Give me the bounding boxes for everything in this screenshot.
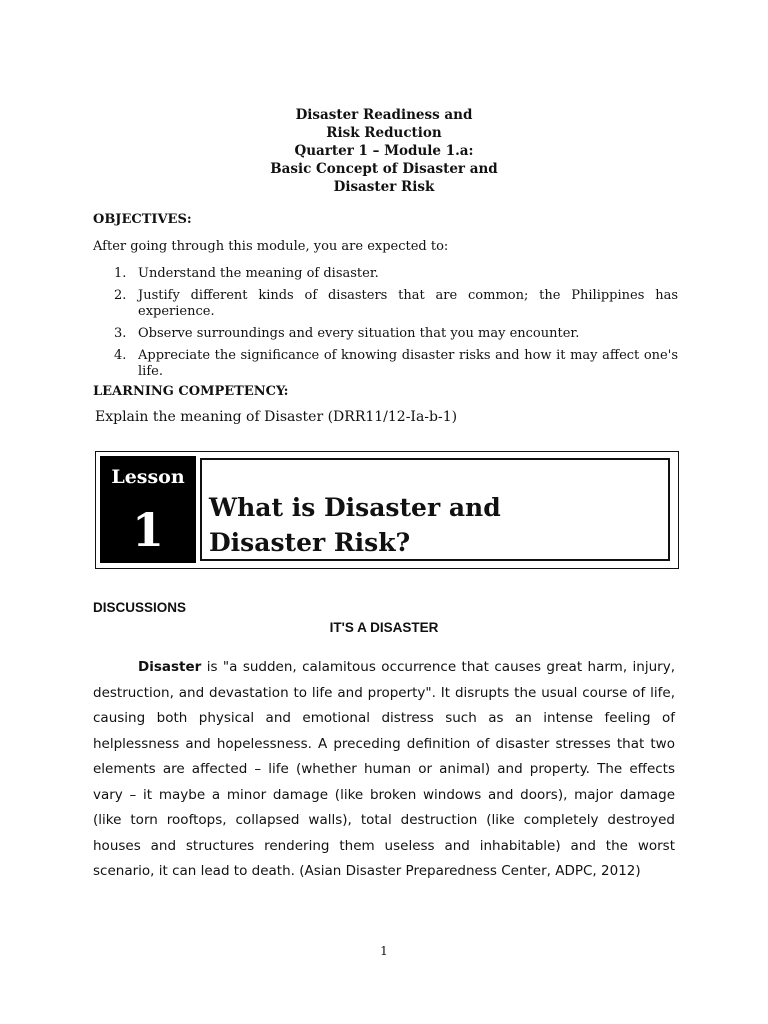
title-line: Risk Reduction [326, 125, 442, 141]
title-line: Disaster Risk [333, 179, 435, 195]
list-number: 1. [114, 266, 127, 281]
list-number: 3. [114, 326, 127, 341]
discussions-heading: DISCUSSIONS [93, 600, 187, 615]
lesson-number: 1 [131, 503, 164, 557]
title-line: Disaster Readiness and [295, 107, 473, 123]
lesson-badge [100, 456, 196, 563]
lesson-label: Lesson [111, 466, 185, 488]
competency-heading: LEARNING COMPETENCY: [93, 384, 289, 399]
list-text: Understand the meaning of disaster. [138, 266, 379, 281]
list-number: 4. [114, 348, 127, 363]
lesson-title-line: Disaster Risk? [209, 528, 411, 557]
list-number: 2. [114, 288, 127, 303]
list-item [110, 288, 678, 320]
list-text: Appreciate the significance of knowing disaster risks and how it may affect one's life. [138, 348, 678, 379]
discussion-subheading: IT'S A DISASTER [329, 620, 439, 635]
defined-term: Disaster [138, 659, 202, 675]
objectives-heading: OBJECTIVES: [93, 212, 192, 227]
lesson-title [209, 490, 501, 560]
list-text: Justify different kinds of disasters that are common; the Philippines has experience. [138, 288, 678, 319]
page-number: 1 [380, 944, 388, 958]
list-item [110, 266, 678, 282]
paragraph-text: is "a sudden, calamitous occurrence that causes great harm, injury, destruction, and devastation to life and property". It disrupts the usual course of life, causing both physical and emotional distress such as an intense feeling of helplessness and hopelessness. A preceding definition of disaster stresses that two elements are affected – life (whether human or animal) and property. The effects vary – it maybe a minor damage (like broken windows and doors), major damage (like torn rooftops, collapsed walls), total destruction (like completely destroyed houses and structures rendering them useless and inhabitable) and the worst scenario, it can lead to death. (Asian Disaster Preparedness Center, ADPC, 2012) [93, 659, 675, 879]
list-item [110, 348, 678, 380]
competency-text: Explain the meaning of Disaster (DRR11/12-Ia-b-1) [95, 409, 458, 425]
discussion-paragraph [93, 655, 675, 885]
list-text: Observe surroundings and every situation that you may encounter. [138, 326, 580, 341]
module-title [0, 106, 768, 196]
title-line: Basic Concept of Disaster and [270, 161, 498, 177]
lesson-banner [95, 451, 679, 569]
lesson-title-box [200, 458, 670, 561]
list-item [110, 326, 678, 342]
title-line: Quarter 1 – Module 1.a: [294, 143, 474, 159]
lesson-title-line: What is Disaster and [209, 493, 501, 522]
objectives-list [110, 266, 678, 386]
objectives-intro: After going through this module, you are expected to: [93, 239, 449, 254]
